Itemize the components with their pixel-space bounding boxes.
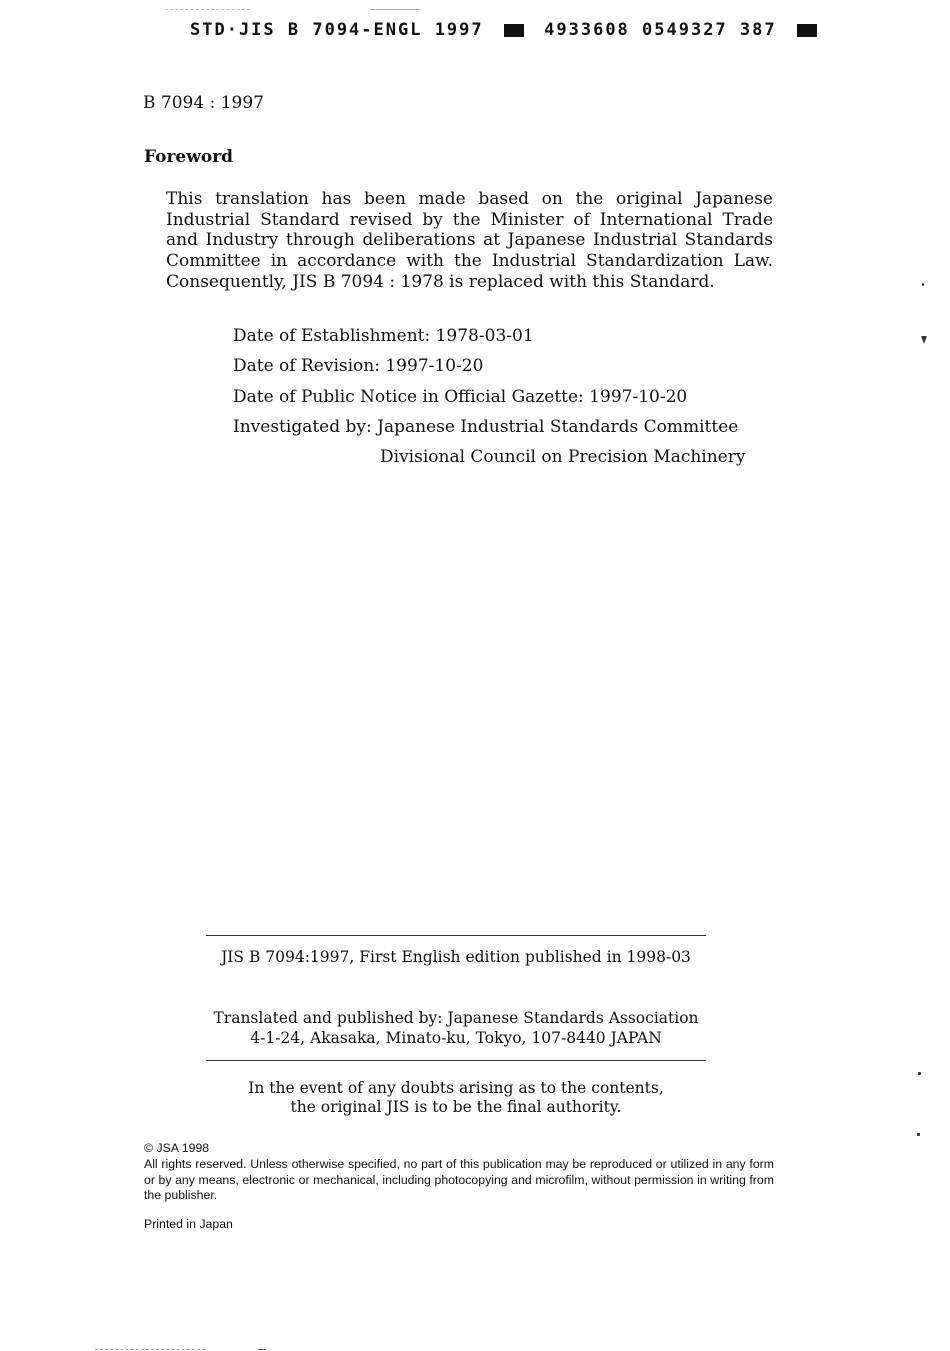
footer-bottom-rule bbox=[206, 1060, 706, 1061]
divisional-council: Divisional Council on Precision Machinery bbox=[380, 447, 746, 468]
date-revision: Date of Revision: 1997-10-20 bbox=[233, 356, 484, 377]
header-catalog-number: 4933608 0549327 387 bbox=[544, 20, 777, 40]
scan-edge-line bbox=[370, 9, 420, 10]
copyright-notice: © JSA 1998 bbox=[144, 1141, 210, 1155]
scan-edge-line bbox=[258, 1349, 266, 1350]
date-establishment: Date of Establishment: 1978-03-01 bbox=[233, 326, 534, 346]
scan-edge-line bbox=[95, 1349, 205, 1350]
rights-statement: All rights reserved. Unless otherwise specified, no part of this publication may be reproduced or utilized in any form or by any means, electronic or mechanical, including photocopying and microfilm, without permission in writing from the publisher. bbox=[144, 1157, 774, 1202]
foreword-heading: Foreword bbox=[144, 147, 234, 167]
scan-speck bbox=[922, 283, 924, 286]
investigated-by: Investigated by: Japanese Industrial Standards Committee bbox=[233, 416, 739, 437]
header-block-mark-end bbox=[797, 24, 817, 37]
header-block-mark bbox=[504, 24, 524, 37]
scan-speck bbox=[918, 1072, 921, 1075]
publisher-address: 4-1-24, Akasaka, Minato-ku, Tokyo, 107-8440 JAPAN bbox=[250, 1029, 662, 1047]
edition-line: JIS B 7094:1997, First English edition published in 1998-03 bbox=[221, 948, 691, 966]
printed-in: Printed in Japan bbox=[144, 1217, 233, 1231]
scan-mark bbox=[921, 336, 927, 344]
document-header bbox=[190, 20, 825, 40]
authority-line-2: the original JIS is to be the final authority. bbox=[290, 1098, 622, 1116]
dates-block bbox=[233, 321, 745, 472]
header-standard-id: STD·JIS B 7094-ENGL 1997 bbox=[190, 20, 484, 40]
scan-edge-line bbox=[165, 9, 250, 10]
foreword-paragraph: This translation has been made based on the original Japanese Industrial Standard revised by the Minister of International Trade and Industry through deliberations at Japanese Industrial Standards Committee in accordance with the Industrial Standardization Law. Consequently, JIS B 7094 : 1978 is replaced with this Standard. bbox=[166, 189, 773, 292]
footer-top-rule bbox=[206, 935, 706, 936]
standard-number: B 7094 : 1997 bbox=[143, 93, 264, 113]
scan-speck bbox=[917, 1133, 920, 1136]
authority-line-1: In the event of any doubts arising as to the contents, bbox=[248, 1079, 664, 1097]
date-public-notice: Date of Public Notice in Official Gazette: 1997-10-20 bbox=[233, 386, 688, 407]
publisher-line: Translated and published by: Japanese Standards Association bbox=[213, 1009, 699, 1027]
